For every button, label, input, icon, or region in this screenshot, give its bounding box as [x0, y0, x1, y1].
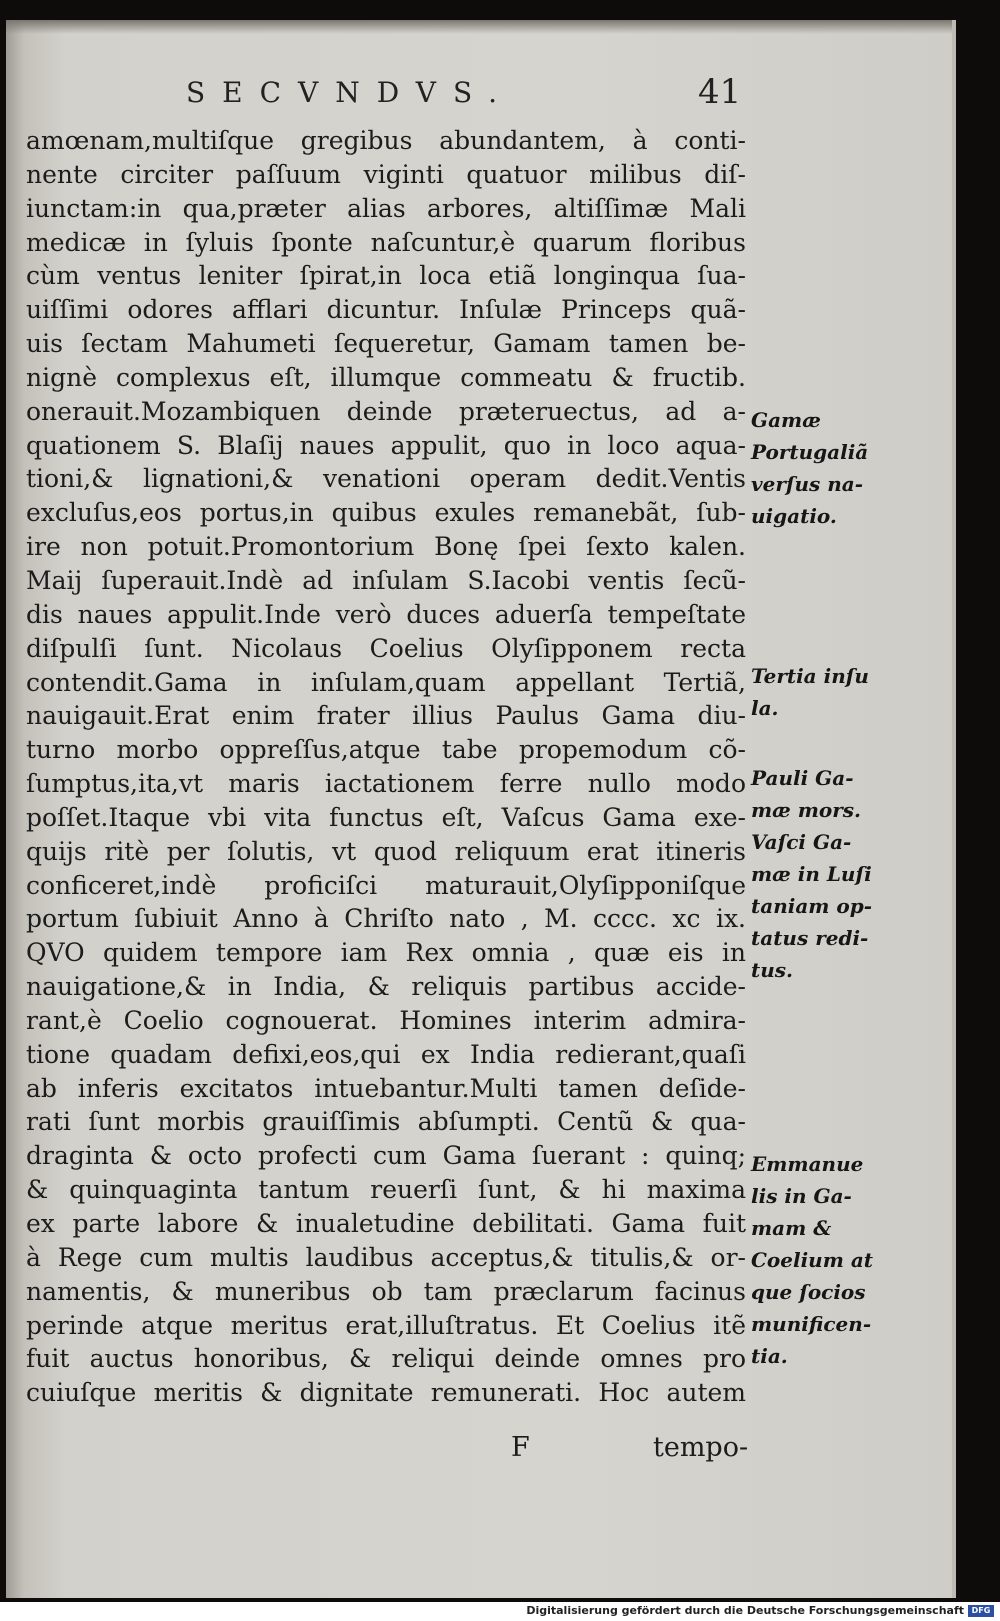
text-line: excluſus,eos portus,in quibus exules remanebãt, ſub-: [26, 498, 746, 528]
text-line: namentis, & muneribus ob tam præclarum facinus: [26, 1276, 746, 1306]
text-line: amœnam,multiſque gregibus abundantem, à conti-: [26, 126, 746, 155]
text-line: Maij ſuperauit.Indè ad inſulam S.Iacobi ventis ſecũ-: [26, 565, 746, 595]
marginal-note-line: tatus redi-: [751, 926, 869, 950]
text-line: diſpulſi ſunt. Nicolaus Coelius Olyſipponem recta: [26, 633, 746, 663]
page-number: 41: [698, 72, 742, 112]
text-line: turno morbo oppreſſus,atque tabe propemodum cõ-: [26, 735, 746, 765]
text-line: QVO quidem tempore iam Rex omnia , quæ eis in: [26, 938, 746, 968]
text-line: onerauit.Mozambiquen deinde præteruectus, ad a-: [26, 396, 746, 426]
text-line: rant,è Coelio cognouerat. Homines interim admira-: [26, 1005, 746, 1035]
dfg-logo: DFG: [968, 1605, 994, 1617]
marginal-note-line: mæ mors.: [751, 798, 862, 822]
text-line: tione quadam defixi,eos,qui ex India redierant,quaſi: [26, 1039, 746, 1069]
marginal-note: [751, 762, 881, 986]
text-line: poſſet.Itaque vbi vita functus eſt, Vaſcus Gama exe-: [26, 802, 746, 832]
marginal-note-line: que ſocios: [751, 1280, 866, 1304]
text-line: ſumptus,ita,vt maris iactationem ferre nullo modo: [26, 769, 746, 799]
text-line: uiſſimi odores afflari dicuntur. Inſulæ Princeps quã-: [26, 295, 746, 325]
text-line: cuiuſque meritis & dignitate remunerati. Hoc autem: [26, 1378, 746, 1408]
marginal-note: [751, 1148, 881, 1372]
body-text: [26, 124, 746, 1410]
footer-credit: Digitalisierung gefördert durch die Deutsche Forschungsgemeinschaft: [526, 1604, 964, 1617]
catchword: tempo-: [653, 1432, 749, 1463]
marginal-note-line: Emmanue: [751, 1152, 864, 1176]
marginal-note-line: uigatio.: [751, 504, 837, 528]
text-line: & quinquaginta tantum reuerſi ſunt, & hi maxima: [26, 1175, 746, 1205]
marginal-note-line: Pauli Ga-: [751, 766, 854, 790]
marginal-note-line: Portugaliã: [751, 440, 869, 464]
marginal-note-line: Vaſci Ga-: [751, 830, 852, 854]
text-line: perinde atque meritus erat,illuſtratus. Et Coelius itẽ: [26, 1310, 746, 1340]
marginal-note-line: tia.: [751, 1344, 788, 1368]
text-line: ab inferis excitatos intuebantur.Multi tamen deſide-: [26, 1073, 746, 1103]
marginal-note-line: mæ in Luſi: [751, 862, 872, 886]
text-line: nauigatione,& in India, & reliquis partibus accide-: [26, 972, 746, 1002]
text-line: uis ſectam Mahumeti ſequeretur, Gamam tamen be-: [26, 329, 746, 359]
text-line: ex parte labore & inualetudine debilitati. Gama fuit: [26, 1209, 746, 1238]
text-line: tioni,& lignationi,& venationi operam dedit.Ventis: [26, 464, 746, 494]
marginal-note: [751, 660, 881, 724]
text-line: iunctam:in qua,præter alias arbores, altiſſimæ Mali: [26, 193, 746, 223]
text-line: portum ſubiuit Anno à Chriſto nato , M. cccc. xc ix.: [26, 904, 746, 934]
book-page: [6, 20, 956, 1598]
text-line: quijs ritè per ſolutis, vt quod reliquum erat itineris: [26, 836, 746, 866]
marginal-note-line: Gamæ: [751, 408, 821, 432]
text-line: cùm ventus leniter ſpirat,in loca etiã longinqua ſua-: [26, 261, 746, 291]
text-line: conficeret,indè proficiſci maturauit,Olyſipponiſque: [26, 870, 746, 900]
text-line: nauigauit.Erat enim frater illius Paulus Gama diu-: [26, 701, 746, 731]
running-title: SECVNDVS.: [186, 76, 515, 109]
marginal-note-line: munificen-: [751, 1312, 872, 1336]
text-line: quationem S. Blaſij naues appulit, quo in loco aqua-: [26, 430, 746, 460]
text-line: nignè complexus eſt, illumque commeatu & fructib.: [26, 362, 746, 392]
text-line: fuit auctus honoribus, & reliqui deinde omnes pro: [26, 1344, 746, 1374]
marginal-note-line: verſus na-: [751, 472, 864, 496]
marginal-note: [751, 404, 881, 532]
footer-bar: [0, 1602, 1000, 1621]
marginal-note-line: la.: [751, 696, 779, 720]
marginal-note-line: Tertia inſu: [751, 664, 869, 688]
text-line: nente circiter paſſuum viginti quatuor milibus diſ-: [26, 159, 746, 189]
marginal-note-line: mam &: [751, 1216, 832, 1240]
marginal-note-line: lis in Ga-: [751, 1184, 852, 1208]
text-line: draginta & octo profecti cum Gama ſuerant : quinq;: [26, 1141, 746, 1171]
text-line: à Rege cum multis laudibus acceptus,& titulis,& or-: [26, 1242, 746, 1272]
text-line: dis naues appulit.Inde verò duces aduerſa tempeſtate: [26, 599, 746, 629]
marginal-note-line: Coelium at: [751, 1248, 874, 1272]
marginal-note-line: taniam op-: [751, 894, 873, 918]
text-line: contendit.Gama in inſulam,quam appellant Tertiã,: [26, 667, 746, 697]
text-line: rati ſunt morbis grauiſſimis abſumpti. Centũ & qua-: [26, 1107, 746, 1137]
text-line: medicæ in ſyluis ſponte naſcuntur,è quarum floribus: [26, 227, 746, 257]
marginal-note-line: tus.: [751, 958, 794, 982]
text-line: ire non potuit.Promontorium Bonę ſpei ſexto kalen.: [26, 532, 746, 562]
signature-mark: F: [511, 1432, 530, 1463]
catch-line: [6, 1432, 952, 1468]
